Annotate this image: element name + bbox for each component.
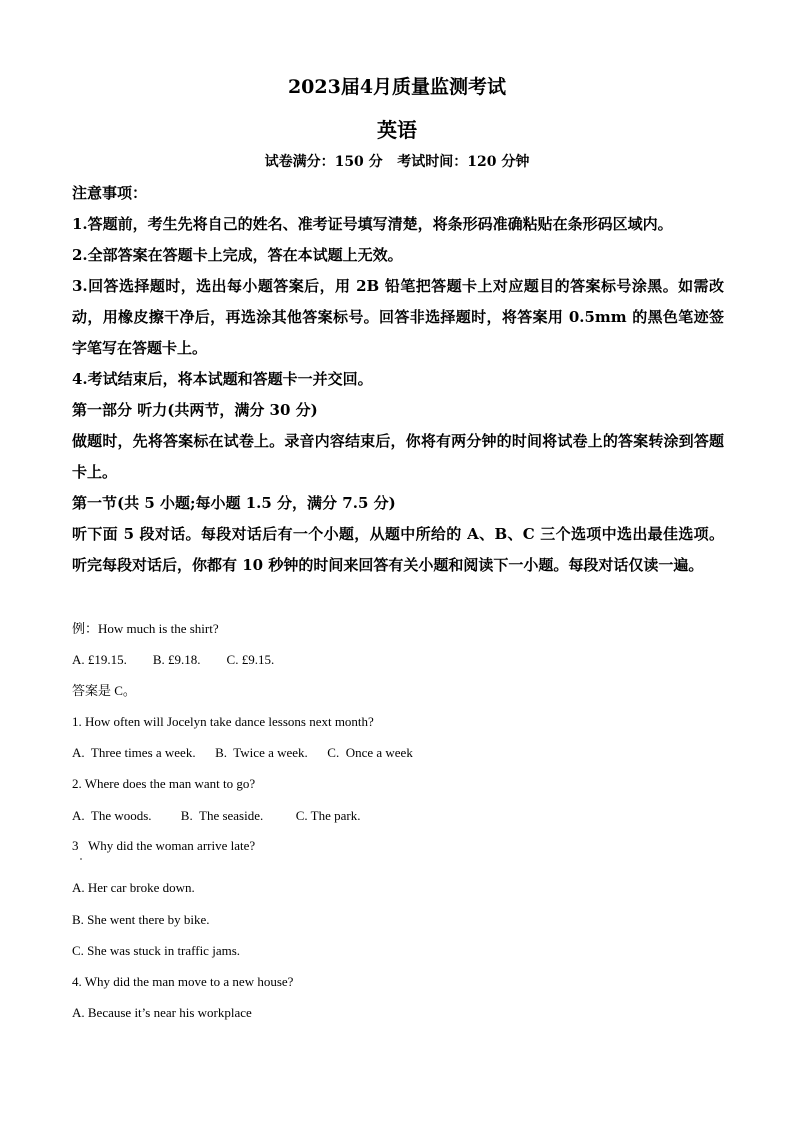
exam-title: 2023届4月质量监测考试 xyxy=(287,76,507,98)
part1-heading: 第一部分 听力(共两节，满分 30 分) xyxy=(72,401,318,419)
question-3: 3 Why did the woman arrive late? xyxy=(72,838,256,853)
question-4: 4. Why did the man move to a new house? xyxy=(72,974,294,989)
notes-heading: 注意事项： xyxy=(72,184,148,202)
note-item-2: 2.全部答案在答题卡上完成，答在本试题上无效。 xyxy=(72,246,403,264)
example-answer: 答案是 C。 xyxy=(72,683,136,698)
question-4-option-a: A. Because it’s near his workplace xyxy=(72,1005,252,1020)
exam-info: 试卷满分：150 分 考试时间：120 分钟 xyxy=(264,154,530,170)
section1-intro: 听下面 5 段对话。每段对话后有一个小题，从题中所给的 A、B、C 三个选项中选出最佳选项。听完每段对话后，你都有 10 秒钟的时间来回答有关小题和阅读下一小题。每段对话仅读一遍。 xyxy=(72,525,724,574)
part1-intro: 做题时，先将答案标在试卷上。录音内容结束后，你将有两分钟的时间将试卷上的答案转涂到答题卡上。 xyxy=(72,432,724,481)
question-3-option-a: A. Her car broke down. xyxy=(72,880,195,895)
question-2-options: A. The woods. B. The seaside. C. The park. xyxy=(72,808,361,823)
question-2: 2. Where does the man want to go? xyxy=(72,776,256,791)
example-question: 例：How much is the shirt? xyxy=(72,621,219,636)
question-3-option-c: C. She was stuck in traffic jams. xyxy=(72,943,241,958)
section1-heading: 第一节(共 5 小题;每小题 1.5 分，满分 7.5 分) xyxy=(72,494,396,512)
note-item-1: 1.答题前，考生先将自己的姓名、准考证号填写清楚，将条形码准确粘贴在条形码区域内。 xyxy=(72,215,673,233)
note-item-4: 4.考试结束后，将本试题和答题卡一并交回。 xyxy=(72,370,373,388)
example-options: A. £19.15. B. £9.18. C. £9.15. xyxy=(72,652,275,667)
question-1-options: A. Three times a week. B. Twice a week. C. Once a week xyxy=(72,745,413,760)
exam-subject: 英语 xyxy=(377,118,417,142)
question-3-option-b: B. She went there by bike. xyxy=(72,912,210,927)
question-1: 1. How often will Jocelyn take dance lessons next month? xyxy=(72,714,374,729)
note-item-3: 3.回答选择题时，选出每小题答案后，用 2B 铅笔把答题卡上对应题目的答案标号涂黑。如需改动，用橡皮擦干净后，再选涂其他答案标号。回答非选择题时，将答案用 0.5mm 的黑色笔迹签字笔写在答题卡上。 xyxy=(72,277,724,357)
ink-dot xyxy=(80,858,82,860)
